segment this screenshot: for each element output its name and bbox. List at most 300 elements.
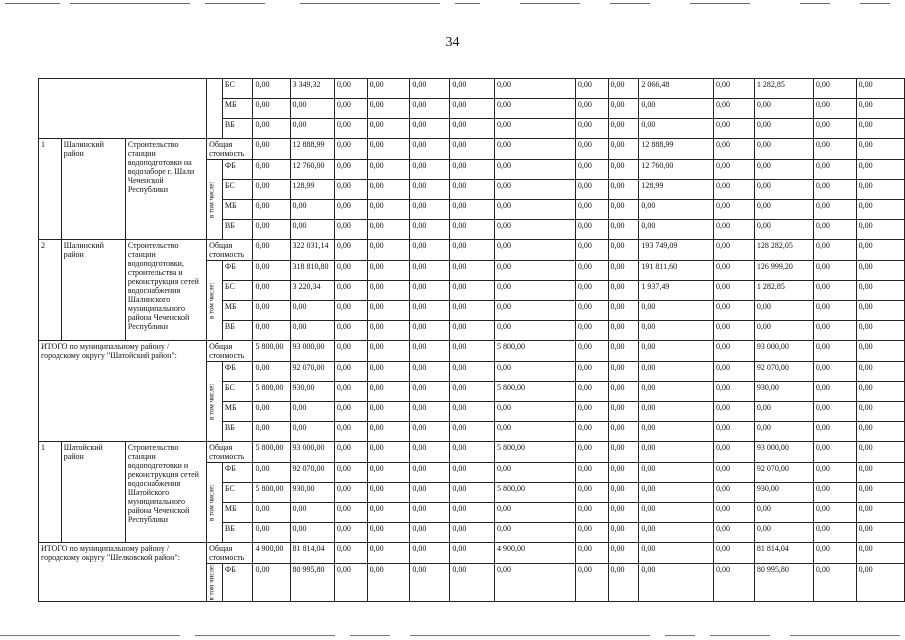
value-cell: 0,00 [367, 402, 410, 422]
value-cell: 0,00 [253, 99, 290, 119]
value-cell: 0,00 [856, 321, 904, 341]
value-cell: 0,00 [608, 341, 639, 362]
value-cell: 0,00 [639, 119, 714, 139]
value-cell: 0,00 [754, 160, 813, 180]
value-cell: 0,00 [450, 543, 495, 564]
scan-top-edge [0, 0, 905, 8]
value-cell: 0,00 [575, 382, 608, 402]
value-cell: 0,00 [813, 564, 856, 602]
value-cell: 0,00 [713, 119, 754, 139]
value-cell: 0,00 [813, 523, 856, 543]
value-cell: 0,00 [450, 442, 495, 463]
value-cell: 0,00 [290, 523, 334, 543]
value-cell: 0,00 [608, 463, 639, 483]
value-cell: 0,00 [253, 261, 290, 281]
fund-source: МБ [222, 301, 253, 321]
value-cell: 0,00 [813, 180, 856, 200]
value-cell: 0,00 [608, 523, 639, 543]
value-cell: 0,00 [410, 240, 450, 261]
value-cell: 0,00 [639, 200, 714, 220]
value-cell: 0,00 [639, 220, 714, 240]
value-cell: 0,00 [575, 483, 608, 503]
object-name: Строительство станции водоподготовки и реконструкция сетей водоснабжения Шатойского муниципального района Чеченской Республики [125, 442, 206, 543]
value-cell: 0,00 [813, 281, 856, 301]
value-cell: 0,00 [450, 463, 495, 483]
value-cell: 0,00 [410, 99, 450, 119]
value-cell: 0,00 [253, 139, 290, 160]
total-cost-label: Общая стоимость [207, 442, 253, 463]
value-cell: 0,00 [813, 382, 856, 402]
value-cell: 0,00 [713, 261, 754, 281]
value-cell: 0,00 [367, 261, 410, 281]
value-cell: 0,00 [713, 301, 754, 321]
value-cell: 0,00 [253, 220, 290, 240]
value-cell: 0,00 [856, 543, 904, 564]
value-cell: 0,00 [450, 99, 495, 119]
value-cell: 0,00 [856, 99, 904, 119]
value-cell: 0,00 [575, 564, 608, 602]
value-cell: 0,00 [575, 442, 608, 463]
value-cell: 0,00 [608, 422, 639, 442]
value-cell: 930,00 [754, 382, 813, 402]
value-cell: 0,00 [334, 341, 367, 362]
value-cell: 93 000,00 [754, 341, 813, 362]
value-cell: 0,00 [754, 139, 813, 160]
value-cell: 0,00 [253, 463, 290, 483]
value-cell: 0,00 [713, 483, 754, 503]
fund-source: ВБ [222, 523, 253, 543]
value-cell: 0,00 [856, 382, 904, 402]
value-cell: 0,00 [367, 543, 410, 564]
table-row [39, 79, 905, 99]
value-cell: 92 070,00 [290, 362, 334, 382]
value-cell: 0,00 [608, 362, 639, 382]
value-cell: 0,00 [575, 503, 608, 523]
value-cell: 0,00 [410, 442, 450, 463]
value-cell: 0,00 [450, 382, 495, 402]
value-cell: 0,00 [410, 422, 450, 442]
value-cell: 92 070,00 [290, 463, 334, 483]
value-cell: 0,00 [754, 220, 813, 240]
value-cell: 0,00 [856, 281, 904, 301]
value-cell: 0,00 [813, 483, 856, 503]
value-cell: 0,00 [410, 119, 450, 139]
value-cell: 0,00 [410, 543, 450, 564]
object-name: Строительство станции водоподготовки на водозаборе г. Шали Чеченской Республики [125, 139, 206, 240]
district-name: Шалинский район [61, 240, 125, 341]
value-cell: 0,00 [334, 564, 367, 602]
value-cell: 0,00 [713, 442, 754, 463]
value-cell: 0,00 [608, 321, 639, 341]
value-cell: 0,00 [608, 382, 639, 402]
value-cell: 0,00 [575, 362, 608, 382]
table-row [39, 240, 905, 261]
value-cell: 0,00 [754, 200, 813, 220]
value-cell: 0,00 [450, 281, 495, 301]
value-cell: 5 800,00 [494, 442, 575, 463]
value-cell: 0,00 [367, 523, 410, 543]
value-cell: 0,00 [494, 402, 575, 422]
value-cell: 12 888,99 [639, 139, 714, 160]
blank-cell [207, 79, 223, 139]
value-cell: 0,00 [494, 139, 575, 160]
value-cell: 0,00 [410, 483, 450, 503]
value-cell: 0,00 [334, 220, 367, 240]
value-cell: 0,00 [367, 139, 410, 160]
value-cell: 0,00 [813, 99, 856, 119]
value-cell: 0,00 [410, 362, 450, 382]
value-cell: 0,00 [290, 99, 334, 119]
value-cell: 0,00 [754, 119, 813, 139]
value-cell: 0,00 [450, 139, 495, 160]
value-cell: 92 070,00 [754, 463, 813, 483]
value-cell: 126 999,20 [754, 261, 813, 281]
value-cell: 0,00 [608, 281, 639, 301]
fund-source: МБ [222, 200, 253, 220]
table-row [39, 341, 905, 362]
value-cell: 0,00 [713, 79, 754, 99]
value-cell: 322 031,14 [290, 240, 334, 261]
value-cell: 0,00 [575, 160, 608, 180]
value-cell: 0,00 [639, 442, 714, 463]
value-cell: 0,00 [334, 422, 367, 442]
value-cell: 0,00 [813, 139, 856, 160]
value-cell: 0,00 [410, 180, 450, 200]
value-cell: 0,00 [608, 503, 639, 523]
in-that-number-label: в том числе: [207, 362, 223, 442]
value-cell: 0,00 [334, 261, 367, 281]
value-cell: 0,00 [713, 220, 754, 240]
value-cell: 0,00 [856, 261, 904, 281]
value-cell: 0,00 [450, 79, 495, 99]
value-cell: 0,00 [494, 321, 575, 341]
value-cell: 0,00 [367, 564, 410, 602]
value-cell: 0,00 [856, 422, 904, 442]
value-cell: 0,00 [713, 240, 754, 261]
district-name: Шатойский район [61, 442, 125, 543]
value-cell: 0,00 [253, 301, 290, 321]
value-cell: 0,00 [575, 220, 608, 240]
value-cell: 0,00 [494, 79, 575, 99]
value-cell: 0,00 [713, 422, 754, 442]
value-cell: 0,00 [575, 301, 608, 321]
value-cell: 0,00 [367, 160, 410, 180]
value-cell: 0,00 [253, 160, 290, 180]
value-cell: 128,99 [639, 180, 714, 200]
value-cell: 0,00 [334, 240, 367, 261]
value-cell: 81 814,04 [754, 543, 813, 564]
total-cost-label: Общая стоимость [207, 139, 253, 160]
value-cell: 0,00 [639, 564, 714, 602]
value-cell: 0,00 [813, 119, 856, 139]
in-that-number-label: в том числе: [207, 261, 223, 341]
value-cell: 0,00 [856, 220, 904, 240]
total-cost-label: Общая стоимость [207, 543, 253, 564]
in-that-number-label: в том числе: [207, 564, 223, 602]
value-cell: 3 220,34 [290, 281, 334, 301]
value-cell: 0,00 [754, 523, 813, 543]
value-cell: 0,00 [334, 281, 367, 301]
value-cell: 0,00 [494, 523, 575, 543]
value-cell: 0,00 [856, 79, 904, 99]
value-cell: 81 814,04 [290, 543, 334, 564]
value-cell: 5 800,00 [253, 442, 290, 463]
value-cell: 0,00 [334, 301, 367, 321]
value-cell: 0,00 [367, 220, 410, 240]
value-cell: 0,00 [813, 402, 856, 422]
fund-source: ФБ [222, 160, 253, 180]
value-cell: 0,00 [639, 422, 714, 442]
value-cell: 0,00 [290, 422, 334, 442]
table-row [39, 442, 905, 463]
value-cell: 0,00 [450, 240, 495, 261]
value-cell: 0,00 [639, 99, 714, 119]
value-cell: 0,00 [608, 442, 639, 463]
value-cell: 0,00 [450, 564, 495, 602]
fund-source: ВБ [222, 119, 253, 139]
value-cell: 0,00 [367, 503, 410, 523]
value-cell: 0,00 [608, 220, 639, 240]
value-cell: 0,00 [450, 402, 495, 422]
value-cell: 0,00 [813, 321, 856, 341]
value-cell: 0,00 [253, 523, 290, 543]
value-cell: 0,00 [639, 543, 714, 564]
value-cell: 0,00 [290, 301, 334, 321]
value-cell: 0,00 [494, 301, 575, 321]
fund-source: ФБ [222, 463, 253, 483]
value-cell: 0,00 [575, 543, 608, 564]
value-cell: 0,00 [713, 402, 754, 422]
value-cell: 0,00 [410, 321, 450, 341]
fund-source: БС [222, 79, 253, 99]
value-cell: 1 937,49 [639, 281, 714, 301]
value-cell: 0,00 [334, 321, 367, 341]
value-cell: 1 282,85 [754, 79, 813, 99]
value-cell: 0,00 [334, 139, 367, 160]
value-cell: 0,00 [367, 463, 410, 483]
value-cell: 93 000,00 [290, 341, 334, 362]
budget-table [38, 78, 905, 602]
value-cell: 0,00 [367, 281, 410, 301]
value-cell: 0,00 [253, 422, 290, 442]
value-cell: 0,00 [334, 503, 367, 523]
value-cell: 0,00 [450, 362, 495, 382]
value-cell: 0,00 [713, 139, 754, 160]
row-number: 1 [39, 442, 62, 543]
value-cell: 0,00 [608, 261, 639, 281]
value-cell: 0,00 [253, 79, 290, 99]
value-cell: 0,00 [575, 402, 608, 422]
table-row [39, 543, 905, 564]
value-cell: 0,00 [608, 301, 639, 321]
value-cell: 0,00 [813, 341, 856, 362]
value-cell: 5 800,00 [494, 483, 575, 503]
value-cell: 0,00 [410, 341, 450, 362]
value-cell: 0,00 [367, 321, 410, 341]
value-cell: 0,00 [713, 463, 754, 483]
value-cell: 0,00 [410, 564, 450, 602]
value-cell: 0,00 [813, 160, 856, 180]
fund-source: БС [222, 180, 253, 200]
total-cost-label: Общая стоимость [207, 341, 253, 362]
value-cell: 0,00 [856, 301, 904, 321]
value-cell: 5 800,00 [253, 341, 290, 362]
value-cell: 0,00 [813, 200, 856, 220]
fund-source: ВБ [222, 220, 253, 240]
fund-source: МБ [222, 99, 253, 119]
value-cell: 0,00 [856, 341, 904, 362]
value-cell: 0,00 [713, 180, 754, 200]
value-cell: 0,00 [754, 503, 813, 523]
value-cell: 0,00 [639, 503, 714, 523]
value-cell: 0,00 [813, 503, 856, 523]
value-cell: 0,00 [856, 180, 904, 200]
value-cell: 0,00 [713, 160, 754, 180]
value-cell: 0,00 [367, 119, 410, 139]
value-cell: 0,00 [639, 321, 714, 341]
value-cell: 0,00 [639, 523, 714, 543]
value-cell: 0,00 [410, 160, 450, 180]
value-cell: 0,00 [367, 382, 410, 402]
value-cell: 0,00 [856, 402, 904, 422]
value-cell: 93 000,00 [754, 442, 813, 463]
value-cell: 0,00 [410, 220, 450, 240]
value-cell: 5 800,00 [494, 382, 575, 402]
in-that-number-label: в том числе: [207, 463, 223, 543]
value-cell: 0,00 [410, 281, 450, 301]
value-cell: 193 749,09 [639, 240, 714, 261]
value-cell: 0,00 [639, 483, 714, 503]
value-cell: 0,00 [754, 301, 813, 321]
value-cell: 0,00 [450, 422, 495, 442]
value-cell: 0,00 [813, 79, 856, 99]
value-cell: 0,00 [856, 240, 904, 261]
value-cell: 0,00 [575, 281, 608, 301]
value-cell: 5 800,00 [494, 341, 575, 362]
value-cell: 0,00 [713, 503, 754, 523]
scan-bottom-edge [0, 630, 905, 640]
value-cell: 930,00 [754, 483, 813, 503]
value-cell: 0,00 [253, 200, 290, 220]
value-cell: 0,00 [367, 79, 410, 99]
value-cell: 0,00 [410, 301, 450, 321]
value-cell: 0,00 [334, 382, 367, 402]
value-cell: 0,00 [713, 564, 754, 602]
value-cell: 0,00 [367, 301, 410, 321]
value-cell: 92 070,00 [754, 362, 813, 382]
value-cell: 4 900,00 [494, 543, 575, 564]
value-cell: 0,00 [334, 442, 367, 463]
value-cell: 0,00 [813, 362, 856, 382]
value-cell: 0,00 [253, 402, 290, 422]
district-name: Шалинский район [61, 139, 125, 240]
value-cell: 0,00 [575, 321, 608, 341]
value-cell: 0,00 [608, 119, 639, 139]
value-cell: 0,00 [575, 200, 608, 220]
fund-source: БС [222, 281, 253, 301]
page-number: 34 [445, 35, 460, 50]
value-cell: 0,00 [608, 240, 639, 261]
value-cell: 0,00 [608, 483, 639, 503]
fund-source: БС [222, 483, 253, 503]
value-cell: 0,00 [856, 564, 904, 602]
value-cell: 0,00 [713, 362, 754, 382]
value-cell: 0,00 [290, 119, 334, 139]
value-cell: 0,00 [290, 321, 334, 341]
value-cell: 0,00 [450, 261, 495, 281]
fund-source: БС [222, 382, 253, 402]
fund-source: МБ [222, 402, 253, 422]
value-cell: 0,00 [575, 523, 608, 543]
value-cell: 0,00 [450, 321, 495, 341]
value-cell: 0,00 [334, 119, 367, 139]
value-cell: 0,00 [856, 503, 904, 523]
value-cell: 0,00 [410, 139, 450, 160]
value-cell: 0,00 [253, 362, 290, 382]
value-cell: 0,00 [253, 503, 290, 523]
value-cell: 0,00 [639, 402, 714, 422]
value-cell: 0,00 [494, 240, 575, 261]
value-cell: 0,00 [334, 180, 367, 200]
value-cell: 0,00 [856, 362, 904, 382]
value-cell: 0,00 [494, 362, 575, 382]
value-cell: 0,00 [575, 139, 608, 160]
value-cell: 0,00 [334, 200, 367, 220]
value-cell: 0,00 [713, 200, 754, 220]
value-cell: 0,00 [856, 160, 904, 180]
value-cell: 128 282,05 [754, 240, 813, 261]
value-cell: 0,00 [713, 341, 754, 362]
value-cell: 0,00 [253, 180, 290, 200]
value-cell: 0,00 [813, 261, 856, 281]
value-cell: 0,00 [575, 79, 608, 99]
value-cell: 0,00 [334, 79, 367, 99]
value-cell: 0,00 [713, 99, 754, 119]
value-cell: 0,00 [494, 160, 575, 180]
in-that-number-label: в том числе: [207, 160, 223, 240]
value-cell: 0,00 [856, 523, 904, 543]
value-cell: 128,99 [290, 180, 334, 200]
value-cell: 0,00 [410, 463, 450, 483]
value-cell: 0,00 [813, 422, 856, 442]
value-cell: 0,00 [290, 503, 334, 523]
value-cell: 5 800,00 [253, 382, 290, 402]
value-cell: 0,00 [754, 321, 813, 341]
value-cell: 0,00 [813, 220, 856, 240]
value-cell: 3 349,32 [290, 79, 334, 99]
value-cell: 0,00 [754, 422, 813, 442]
value-cell: 0,00 [253, 321, 290, 341]
value-cell: 0,00 [639, 341, 714, 362]
value-cell: 12 760,00 [290, 160, 334, 180]
value-cell: 0,00 [575, 240, 608, 261]
value-cell: 0,00 [608, 200, 639, 220]
value-cell: 0,00 [410, 261, 450, 281]
fund-source: МБ [222, 503, 253, 523]
fund-source: ФБ [222, 261, 253, 281]
value-cell: 0,00 [253, 240, 290, 261]
value-cell: 0,00 [290, 220, 334, 240]
value-cell: 0,00 [608, 543, 639, 564]
value-cell: 0,00 [813, 301, 856, 321]
value-cell: 0,00 [450, 301, 495, 321]
value-cell: 930,00 [290, 382, 334, 402]
blank-cell [39, 79, 207, 139]
value-cell: 0,00 [494, 281, 575, 301]
value-cell: 0,00 [713, 543, 754, 564]
value-cell: 0,00 [856, 463, 904, 483]
value-cell: 0,00 [608, 564, 639, 602]
